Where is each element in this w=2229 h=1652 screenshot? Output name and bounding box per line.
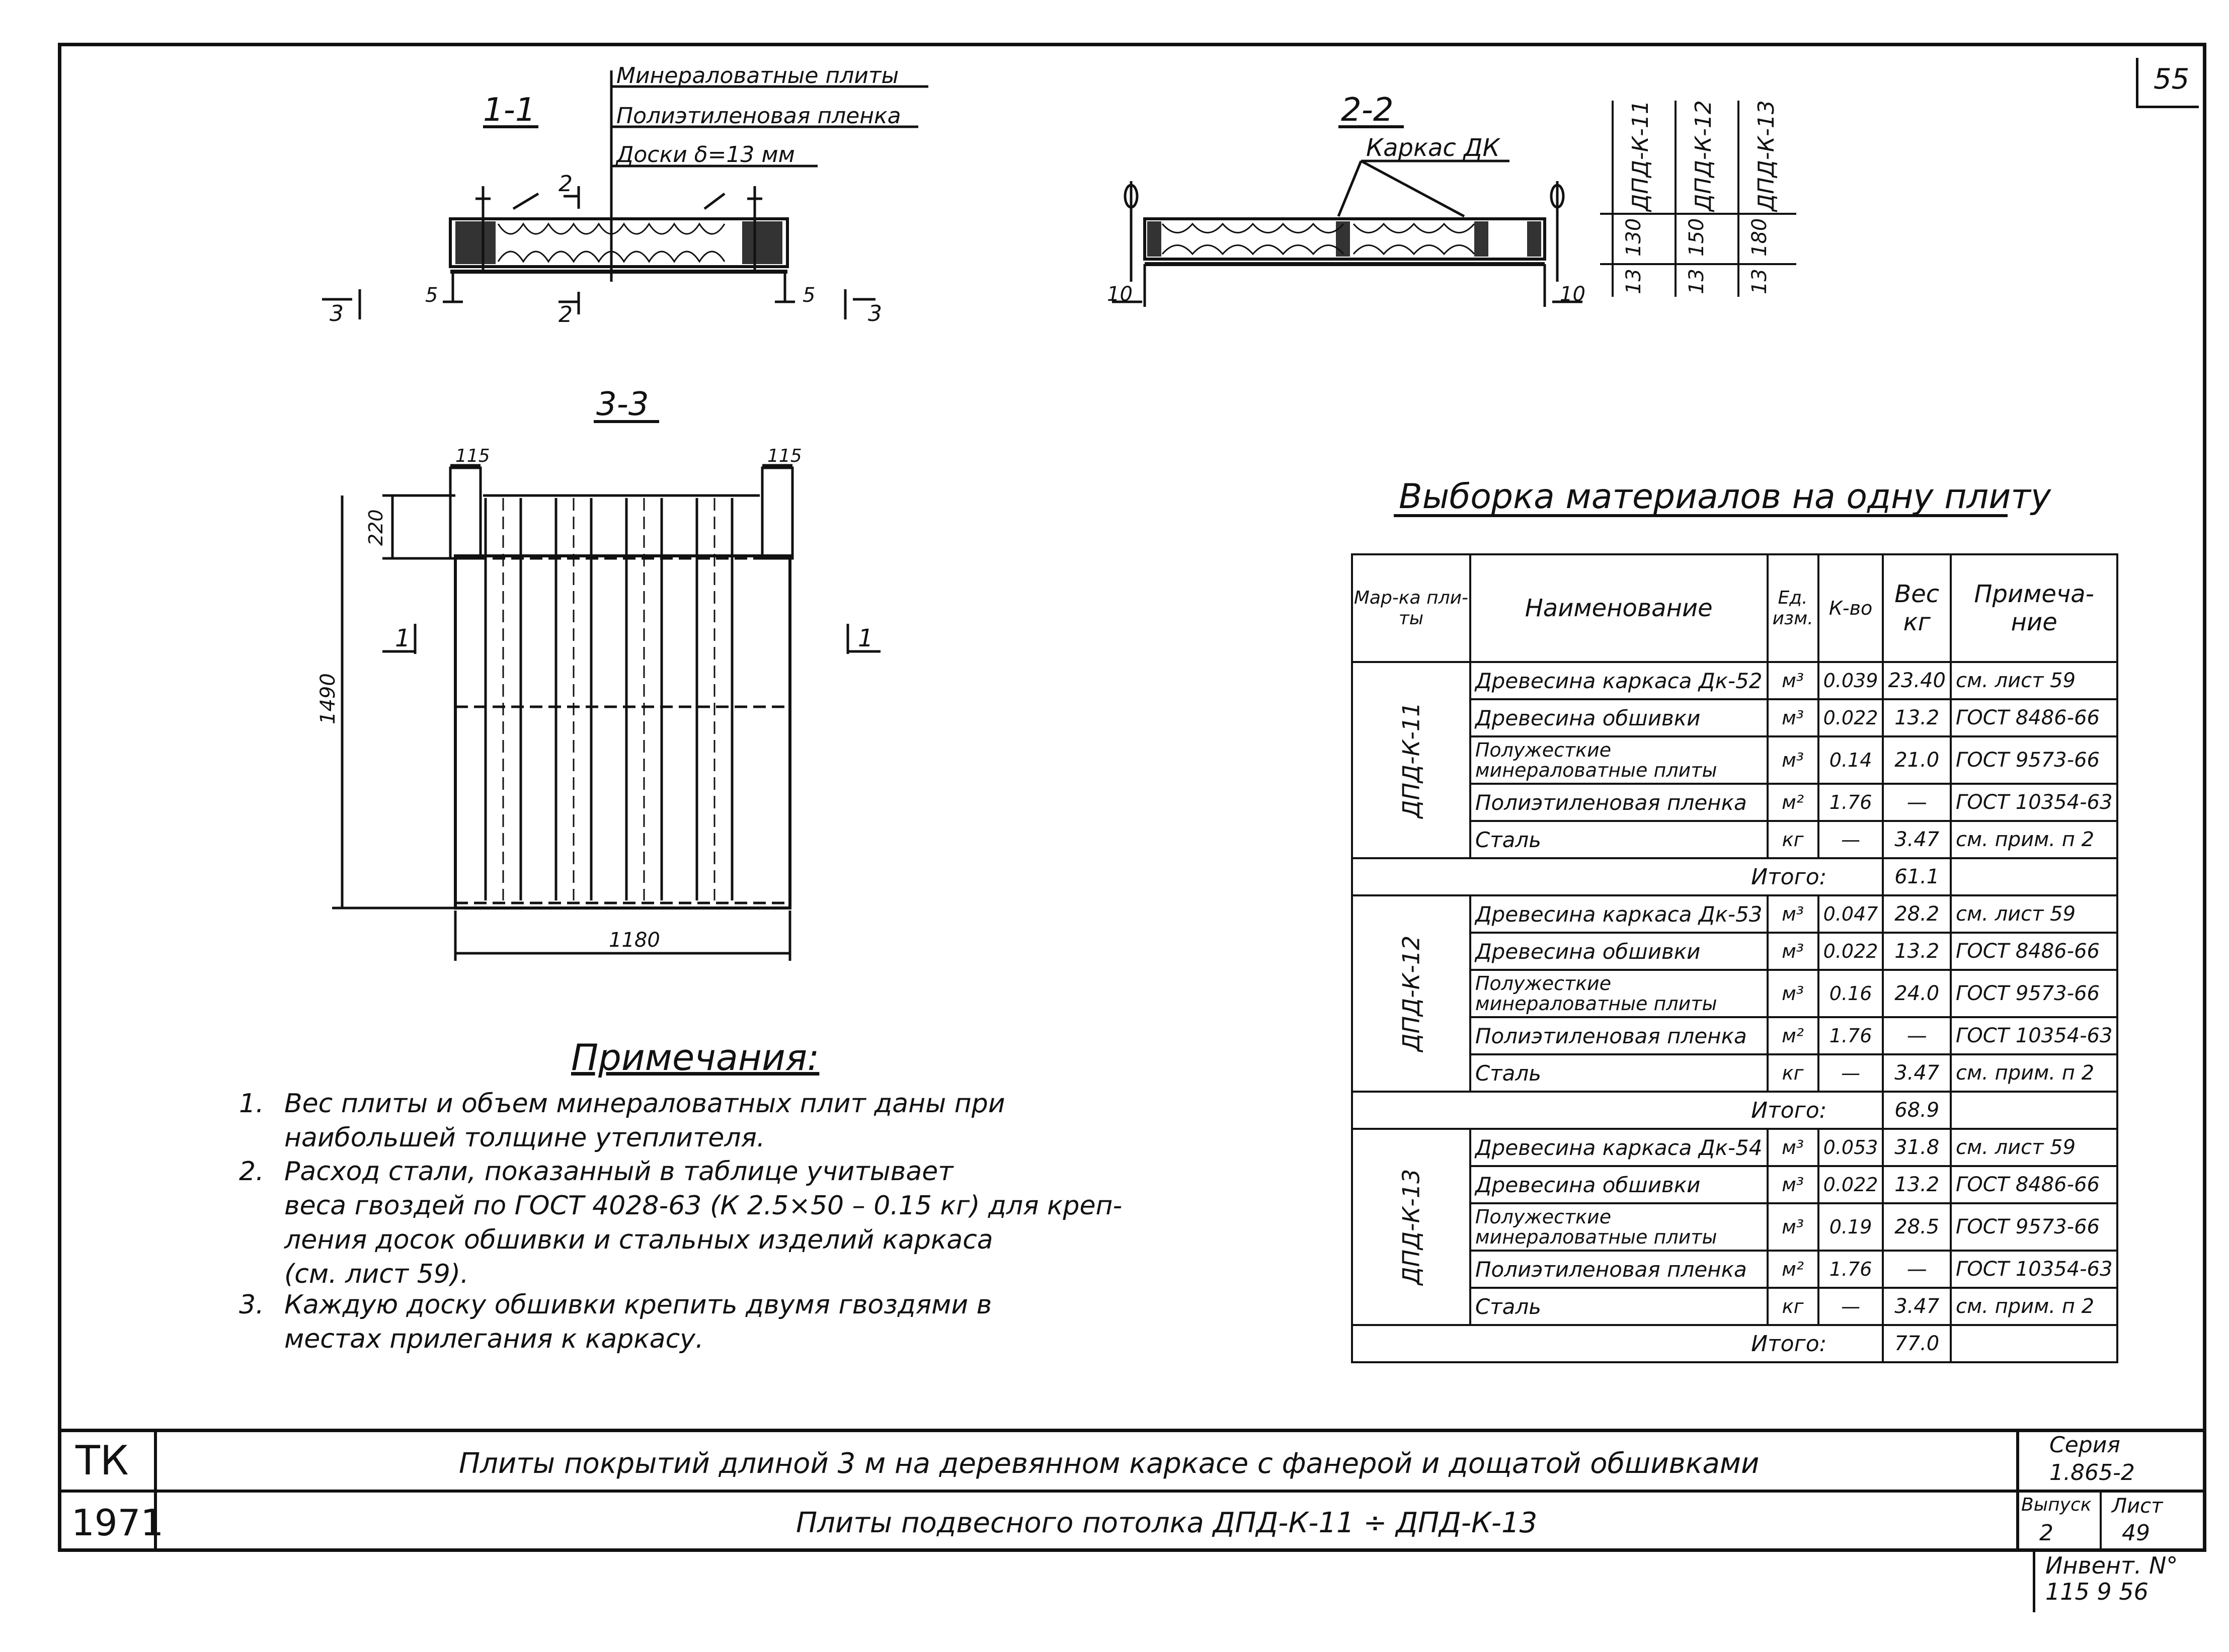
stamp-title-1: Плиты покрытий длиной 3 м на деревянном каркасе с фанерой и дощатой обшивками	[459, 1447, 1760, 1480]
row-note: ГОСТ 9573-66	[1951, 1203, 2117, 1251]
thickness-mark-2-t: 150	[1685, 218, 1708, 257]
table-row	[1352, 662, 2117, 699]
layer-2: Полиэтиленовая пленка	[616, 103, 901, 129]
row-name: Полужесткие минераловатные плиты	[1470, 970, 1768, 1017]
row-qty: —	[1818, 1288, 1883, 1325]
row-note: см. лист 59	[1951, 662, 2117, 699]
row-unit: м³	[1768, 1129, 1818, 1166]
table-total-row	[1352, 1092, 2117, 1129]
row-note: см. лист 59	[1951, 895, 2117, 933]
row-qty: 1.76	[1818, 1251, 1883, 1288]
stamp-org: ТК	[75, 1437, 129, 1484]
row-qty: 1.76	[1818, 784, 1883, 821]
row-unit: м³	[1768, 699, 1818, 736]
total-label: Итого:	[1352, 858, 1883, 895]
table-total-row	[1352, 1325, 2117, 1362]
layer-3: Доски δ=13 мм	[616, 142, 795, 168]
row-name: Полужесткие минераловатные плиты	[1470, 1203, 1768, 1251]
s33-dim-115-right: 115	[767, 446, 802, 466]
row-unit: м²	[1768, 1017, 1818, 1054]
stamp-sheet-cell	[2102, 1493, 2203, 1552]
note-3-num: 3.	[239, 1290, 264, 1320]
row-qty: 0.053	[1818, 1129, 1883, 1166]
s11-dim-right: 5	[803, 284, 816, 307]
layer-1: Минераловатные плиты	[616, 63, 899, 89]
total-empty	[1951, 1092, 2117, 1129]
row-weight: —	[1883, 1017, 1951, 1054]
row-note: ГОСТ 9573-66	[1951, 736, 2117, 784]
thickness-mark-2-b: 13	[1685, 269, 1708, 294]
row-qty: 0.022	[1818, 933, 1883, 970]
section-1-1	[322, 63, 928, 327]
s11-mark-3-right: 3	[868, 301, 882, 326]
thickness-mark-1-name: ДПД-К-11	[1628, 100, 1653, 211]
row-name: Полужесткие минераловатные плиты	[1470, 736, 1768, 784]
thickness-mark-3-b: 13	[1748, 269, 1771, 294]
header-unit: Ед. изм.	[1768, 554, 1818, 662]
header-qty: К-во	[1818, 554, 1883, 662]
row-unit: м²	[1768, 1251, 1818, 1288]
s22-dim-right: 10	[1560, 283, 1585, 306]
stamp-title-2: Плиты подвесного потолка ДПД-К-11 ÷ ДПД-К-13	[796, 1507, 1538, 1539]
row-weight: 24.0	[1883, 970, 1951, 1017]
stamp-sheet-label: Лист	[2112, 1495, 2163, 1518]
row-unit: м³	[1768, 1203, 1818, 1251]
section-1-1-title: 1-1	[483, 92, 536, 129]
stamp-issue-label: Выпуск	[2021, 1495, 2092, 1515]
row-note: ГОСТ 8486-66	[1951, 1166, 2117, 1203]
stamp-series-label: Серия	[2049, 1432, 2120, 1458]
row-name: Полиэтиленовая пленка	[1470, 1251, 1768, 1288]
materials-table	[1351, 553, 2118, 1363]
s11-mark-2-top: 2	[559, 171, 573, 197]
row-weight: 23.40	[1883, 662, 1951, 699]
total-value: 61.1	[1883, 858, 1951, 895]
row-note: ГОСТ 10354-63	[1951, 784, 2117, 821]
table-total-row	[1352, 858, 2117, 895]
section-2-2	[1107, 92, 1585, 307]
row-weight: —	[1883, 784, 1951, 821]
row-name: Древесина каркаса Дк-53	[1470, 895, 1768, 933]
row-name: Древесина обшивки	[1470, 933, 1768, 970]
note-1-num: 1.	[239, 1089, 264, 1119]
thickness-mark-3-t: 180	[1748, 218, 1771, 257]
stamp-issue-cell	[2016, 1493, 2102, 1552]
row-qty: 0.022	[1818, 1166, 1883, 1203]
frame-label: Каркас ДК	[1366, 134, 1500, 162]
row-note: ГОСТ 9573-66	[1951, 970, 2117, 1017]
s33-dim-1490: 1490	[316, 673, 340, 724]
thickness-mark-1-t: 130	[1622, 218, 1645, 257]
header-mark: Мар-ка пли-ты	[1352, 554, 1470, 662]
group-mark: ДПД-К-12	[1397, 935, 1425, 1052]
row-note: см. прим. п 2	[1951, 1288, 2117, 1325]
stamp-year: 1971	[71, 1502, 164, 1544]
total-value: 77.0	[1883, 1325, 1951, 1362]
row-name: Полиэтиленовая пленка	[1470, 784, 1768, 821]
row-qty: —	[1818, 1054, 1883, 1092]
s11-mark-2-bot: 2	[559, 302, 573, 327]
stamp-issue: 2	[2039, 1520, 2053, 1546]
inventory-block	[2033, 1552, 2204, 1612]
s33-dim-115-left: 115	[455, 446, 490, 466]
s33-dim-1180: 1180	[609, 929, 660, 952]
row-name: Сталь	[1470, 1054, 1768, 1092]
inventory-label: Инвент. N°	[2045, 1552, 2178, 1579]
note-3-line-2: местах прилегания к каркасу.	[284, 1324, 704, 1354]
row-unit: м³	[1768, 1166, 1818, 1203]
header-note: Примеча-ние	[1951, 554, 2117, 662]
row-unit: м³	[1768, 736, 1818, 784]
row-weight: 3.47	[1883, 1288, 1951, 1325]
row-qty: 0.039	[1818, 662, 1883, 699]
title-block	[58, 1429, 2206, 1552]
row-qty: 0.19	[1818, 1203, 1883, 1251]
row-name: Древесина каркаса Дк-52	[1470, 662, 1768, 699]
row-qty: 1.76	[1818, 1017, 1883, 1054]
row-note: см. лист 59	[1951, 1129, 2117, 1166]
row-qty: 0.047	[1818, 895, 1883, 933]
row-note: см. прим. п 2	[1951, 821, 2117, 858]
inventory-number: 115 9 56	[2045, 1578, 2148, 1605]
row-weight: 3.47	[1883, 1054, 1951, 1092]
row-qty: —	[1818, 821, 1883, 858]
table-header-row	[1352, 554, 2117, 662]
row-name: Сталь	[1470, 821, 1768, 858]
row-weight: 13.2	[1883, 1166, 1951, 1203]
row-note: ГОСТ 8486-66	[1951, 699, 2117, 736]
thickness-mark-3-name: ДПД-К-13	[1754, 100, 1779, 211]
row-name: Древесина обшивки	[1470, 1166, 1768, 1203]
row-name: Древесина каркаса Дк-54	[1470, 1129, 1768, 1166]
note-2-line-4: (см. лист 59).	[284, 1259, 469, 1289]
page-number: 55	[2154, 63, 2190, 96]
header-name: Наименование	[1470, 554, 1768, 662]
table-row	[1352, 895, 2117, 933]
row-name: Сталь	[1470, 1288, 1768, 1325]
note-2-num: 2.	[239, 1157, 264, 1187]
row-note: см. прим. п 2	[1951, 1054, 2117, 1092]
s11-dim-left: 5	[425, 284, 438, 307]
row-weight: 21.0	[1883, 736, 1951, 784]
table-title: Выборка материалов на одну плиту	[1399, 477, 2051, 517]
row-name: Древесина обшивки	[1470, 699, 1768, 736]
row-weight: 3.47	[1883, 821, 1951, 858]
row-weight: 28.5	[1883, 1203, 1951, 1251]
total-empty	[1951, 1325, 2117, 1362]
group-mark-cell	[1352, 662, 1470, 858]
group-mark: ДПД-К-13	[1397, 1169, 1425, 1285]
row-weight: 13.2	[1883, 699, 1951, 736]
s11-mark-3-left: 3	[330, 301, 344, 326]
note-2	[239, 1154, 1122, 1291]
total-empty	[1951, 858, 2117, 895]
section-3-3	[316, 386, 881, 961]
row-note: ГОСТ 8486-66	[1951, 933, 2117, 970]
row-qty: 0.022	[1818, 699, 1883, 736]
total-label: Итого:	[1352, 1325, 1883, 1362]
row-weight: —	[1883, 1251, 1951, 1288]
thickness-marks	[1600, 100, 1796, 297]
row-note: ГОСТ 10354-63	[1951, 1251, 2117, 1288]
note-1-line-2: наибольшей толщине утеплителя.	[284, 1123, 765, 1153]
header-weight: Вес кг	[1883, 554, 1951, 662]
row-unit: м³	[1768, 895, 1818, 933]
notes-title: Примечания:	[571, 1036, 820, 1079]
section-2-2-title: 2-2	[1341, 92, 1394, 129]
note-1	[239, 1087, 1005, 1155]
row-unit: кг	[1768, 1054, 1818, 1092]
total-value: 68.9	[1883, 1092, 1951, 1129]
row-name: Полиэтиленовая пленка	[1470, 1017, 1768, 1054]
row-weight: 31.8	[1883, 1129, 1951, 1166]
note-1-line-1: Вес плиты и объем минераловатных плит даны при	[284, 1089, 1005, 1119]
row-unit: м³	[1768, 933, 1818, 970]
row-qty: 0.14	[1818, 736, 1883, 784]
row-unit: м³	[1768, 970, 1818, 1017]
row-weight: 13.2	[1883, 933, 1951, 970]
stamp-year-cell	[61, 1493, 164, 1552]
group-mark-cell	[1352, 1129, 1470, 1325]
total-label: Итого:	[1352, 1092, 1883, 1129]
stamp-org-cell	[61, 1432, 157, 1493]
stamp-title2-cell	[157, 1493, 2099, 1552]
note-3-line-1: Каждую доску обшивки крепить двумя гвоздями в	[284, 1290, 992, 1320]
stamp-series-cell	[2016, 1432, 2203, 1493]
s33-mark-1-left: 1	[395, 624, 411, 652]
note-3	[239, 1288, 992, 1356]
row-note: ГОСТ 10354-63	[1951, 1017, 2117, 1054]
stamp-series: 1.865-2	[2049, 1460, 2135, 1485]
s33-mark-1-right: 1	[858, 624, 873, 652]
thickness-mark-2-name: ДПД-К-12	[1691, 100, 1716, 211]
group-mark-cell	[1352, 895, 1470, 1092]
row-qty: 0.16	[1818, 970, 1883, 1017]
row-unit: кг	[1768, 1288, 1818, 1325]
row-unit: м²	[1768, 784, 1818, 821]
stamp-title1-cell	[157, 1432, 2099, 1493]
group-mark: ДПД-К-11	[1397, 702, 1425, 818]
note-2-line-2: веса гвоздей по ГОСТ 4028-63 (К 2.5×50 – 0.15 кг) для креп-	[284, 1191, 1123, 1221]
row-weight: 28.2	[1883, 895, 1951, 933]
note-2-line-3: ления досок обшивки и стальных изделий каркаса	[284, 1225, 993, 1255]
stamp-sheet: 49	[2122, 1520, 2150, 1546]
table-row	[1352, 1129, 2117, 1166]
note-2-line-1: Расход стали, показанный в таблице учитывает	[284, 1157, 953, 1187]
s22-dim-left: 10	[1107, 283, 1133, 306]
section-3-3-title: 3-3	[596, 386, 649, 423]
thickness-mark-1-b: 13	[1622, 269, 1645, 294]
row-unit: кг	[1768, 821, 1818, 858]
s33-dim-220: 220	[365, 509, 387, 546]
row-unit: м³	[1768, 662, 1818, 699]
